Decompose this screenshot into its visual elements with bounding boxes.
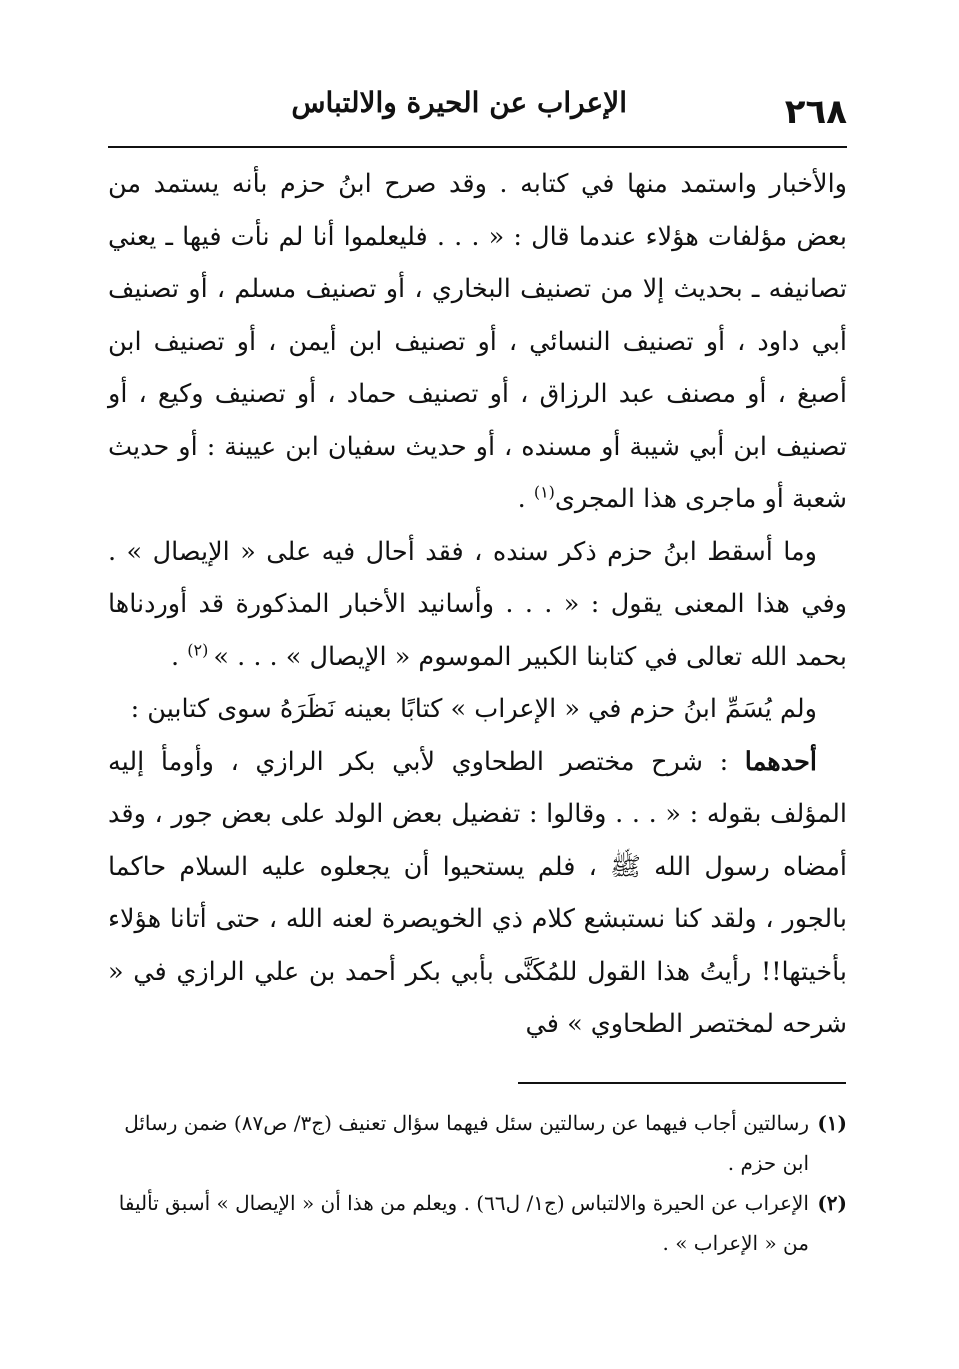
footnote-rule <box>518 1082 846 1084</box>
paragraph-4 <box>108 736 847 1051</box>
footnotes <box>108 1104 847 1264</box>
paragraph-1-end: . <box>517 484 534 514</box>
footnote-2-continuation: من « الإعراب » . <box>662 1231 809 1255</box>
footnote-2 <box>108 1184 847 1222</box>
paragraph-3: ولم يُسَمِّ ابنُ حزم في « الإعراب » كتابًا بعينه نَظَرَهُ سوى كتابين : <box>130 694 817 724</box>
paragraph-4-text: : شرح مختصر الطحاوي لأبي بكر الرازي ، وأومأ إليه المؤلف بقوله : « . . . وقالوا : تفضيل بعض الولد على بعض جور ، وقد أمضاه رسول الله ﷺ ، فلم يستحيوا أن يجعلوه عليه السلام حاكما بالجور ، ولقد كنا نستبشع كلام ذي الخويصرة لعنه الله ، حتى أتانا هؤلاء بأخيتها!! رأيتُ هذا القول للمُكَنَّى بأبي بكر أحمد بن علي الرازي في « شرحه لمختصر الطحاوي » في <box>108 746 847 1039</box>
footnote-1 <box>108 1104 847 1142</box>
footnote-1-text: رسالتين أجاب فيهما عن رسالتين سئل فيهما سؤال تعنيف (ج٣/ ص٨٧) ضمن رسائل <box>124 1111 809 1135</box>
page-header <box>108 80 847 142</box>
footnote-2-text: الإعراب عن الحيرة والالتباس (ج١/ ل٦٦) . ويعلم من هذا أن « الإيصال » أسبق تأليفا <box>118 1191 809 1215</box>
paragraph-1 <box>108 158 847 526</box>
footnote-1-continuation: ابن حزم . <box>727 1151 809 1175</box>
paragraph-2-end: . <box>171 641 188 672</box>
paragraph-4-lead: أحدهما <box>744 746 817 777</box>
footnote-ref-2[interactable]: (٢) <box>187 640 214 659</box>
footnote-1-number: (١) <box>817 1111 847 1135</box>
main-text <box>108 158 847 1051</box>
running-title: الإعراب عن الحيرة والالتباس <box>291 86 627 119</box>
footnote-ref-1[interactable]: (١) <box>533 482 555 502</box>
paragraph-1-text: والأخبار واستمد منها في كتابه . وقد صرح ابنُ حزم بأنه يستمد من بعض مؤلفات هؤلاء عندما قال : « . . . فليعلموا أنا لم نأت فيها ـ يعني تصانيفه ـ بحديث إلا من تصنيف البخاري ، أو تصنيف مسلم ، أو تصنيف أبي داود ، أو تصنيف النسائي ، أو تصنيف ابن أيمن ، أو تصنيف ابن أصبغ ، أو مصنف عبد الرزاق ، أو تصنيف حماد ، أو تصنيف وكيع ، أو تصنيف ابن أبي شيبة أو مسنده ، أو حديث سفيان ابن عيينة : أو حديث شعبة أو ماجرى هذا المجرى <box>108 169 847 514</box>
header-rule <box>108 146 847 148</box>
page-number: ٢٦٨ <box>784 92 847 132</box>
paragraph-2 <box>108 526 847 684</box>
paragraph-2-text: وما أسقط ابنُ حزم ذكر سنده ، فقد أحال فيه على « الإيصال » . وفي هذا المعنى يقول : « . . . وأسانيد الأخبار المذكورة قد أوردناها بحمد الله تعالى في كتابنا الكبير الموسوم « الإيصال » . . . » <box>108 536 847 672</box>
footnote-2-number: (٢) <box>817 1191 847 1215</box>
